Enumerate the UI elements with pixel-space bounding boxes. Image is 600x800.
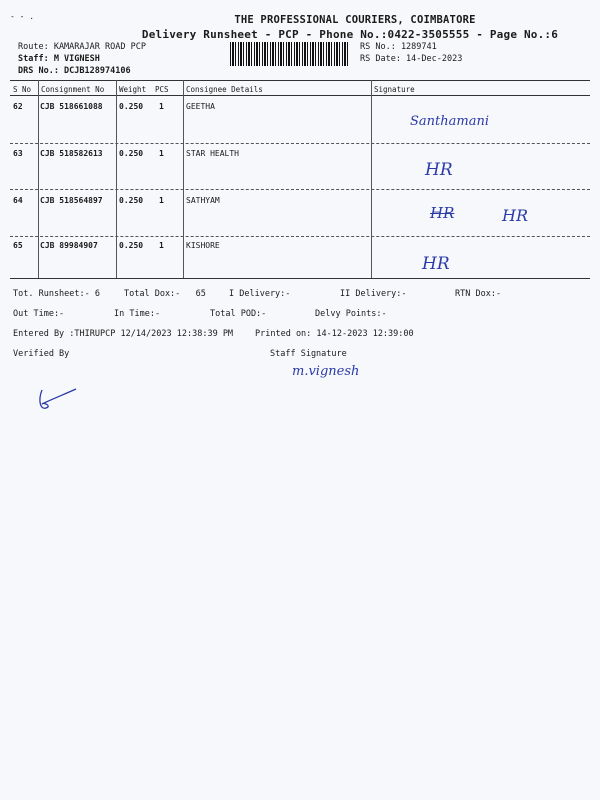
- row-sno: 62: [13, 102, 23, 111]
- rtn-dox: RTN Dox:-: [455, 289, 502, 299]
- drs-number: DRS No.: DCJB128974106: [18, 66, 131, 76]
- col-header-consignee: Consignee Details: [186, 85, 263, 94]
- total-runsheet: Tot. Runsheet:- 6: [13, 289, 100, 299]
- column-divider: [183, 80, 184, 278]
- row-consignee: GEETHA: [186, 102, 215, 111]
- row-consignee: STAR HEALTH: [186, 149, 239, 158]
- column-divider: [371, 80, 372, 278]
- row-weight: 0.250: [119, 149, 144, 158]
- staff-signature-label: Staff Signature: [270, 349, 347, 359]
- col-header-pcs: PCS: [155, 85, 169, 94]
- company-title: THE PROFESSIONAL COURIERS, COIMBATORE: [234, 14, 476, 26]
- row-sno: 65: [13, 241, 23, 250]
- row-separator: [10, 143, 590, 144]
- signature-hr: HR: [502, 206, 528, 225]
- staff-label: Staff: M VIGNESH: [18, 54, 100, 64]
- total-pod: Total POD:-: [210, 309, 267, 319]
- row-pcs: 1: [159, 102, 164, 111]
- i-delivery: I Delivery:-: [229, 289, 291, 299]
- row-sno: 63: [13, 149, 23, 158]
- row-sno: 64: [13, 196, 23, 205]
- row-pcs: 1: [159, 241, 164, 250]
- row-separator: [10, 189, 590, 190]
- table-header-border: [10, 95, 590, 96]
- printed-on: Printed on: 14-12-2023 12:39:00: [255, 329, 414, 339]
- row-pcs: 1: [159, 196, 164, 205]
- row-consignment: CJB 89984907: [40, 241, 98, 250]
- route-label: Route: KAMARAJAR ROAD PCP: [18, 42, 146, 52]
- signature-hr: HR: [425, 160, 453, 180]
- col-header-sno: S No: [13, 85, 32, 94]
- row-weight: 0.250: [119, 241, 144, 250]
- signature-hr: HR: [422, 254, 450, 274]
- table-bottom-border: [10, 278, 590, 279]
- row-consignment: CJB 518661088: [40, 102, 103, 111]
- row-consignment: CJB 518582613: [40, 149, 103, 158]
- verified-initial-scribble: [30, 380, 90, 415]
- row-consignment: CJB 518564897: [40, 196, 103, 205]
- row-pcs: 1: [159, 149, 164, 158]
- runsheet-subtitle: Delivery Runsheet - PCP - Phone No.:0422-3505555 - Page No.:6: [141, 28, 559, 41]
- row-weight: 0.250: [119, 196, 144, 205]
- signature-santhamani: Santhamani: [410, 114, 489, 129]
- entered-by: Entered By :THIRUPCP 12/14/2023 12:38:39 PM: [13, 329, 234, 339]
- signature-scribble: HR: [430, 204, 455, 222]
- row-consignee: KISHORE: [186, 241, 220, 250]
- row-separator: [10, 236, 590, 237]
- table-top-border: [10, 80, 590, 81]
- col-header-consignment: Consignment No: [41, 85, 105, 94]
- verified-by-label: Verified By: [13, 349, 70, 359]
- corner-marks: - - .: [10, 12, 35, 21]
- row-consignee: SATHYAM: [186, 196, 220, 205]
- total-dox: Total Dox:- 65: [124, 289, 206, 299]
- col-header-signature: Signature: [374, 85, 415, 94]
- delivery-points: Delvy Points:-: [315, 309, 387, 319]
- rs-date: RS Date: 14-Dec-2023: [360, 54, 463, 64]
- rs-number: RS No.: 1289741: [360, 42, 437, 52]
- ii-delivery: II Delivery:-: [340, 289, 407, 299]
- out-time: Out Time:-: [13, 309, 65, 319]
- barcode-image: [230, 42, 350, 66]
- row-weight: 0.250: [119, 102, 144, 111]
- column-divider: [38, 80, 39, 278]
- in-time: In Time:-: [114, 309, 161, 319]
- col-header-weight: Weight: [119, 85, 147, 94]
- column-divider: [116, 80, 117, 278]
- staff-signature: m.vignesh: [292, 364, 360, 379]
